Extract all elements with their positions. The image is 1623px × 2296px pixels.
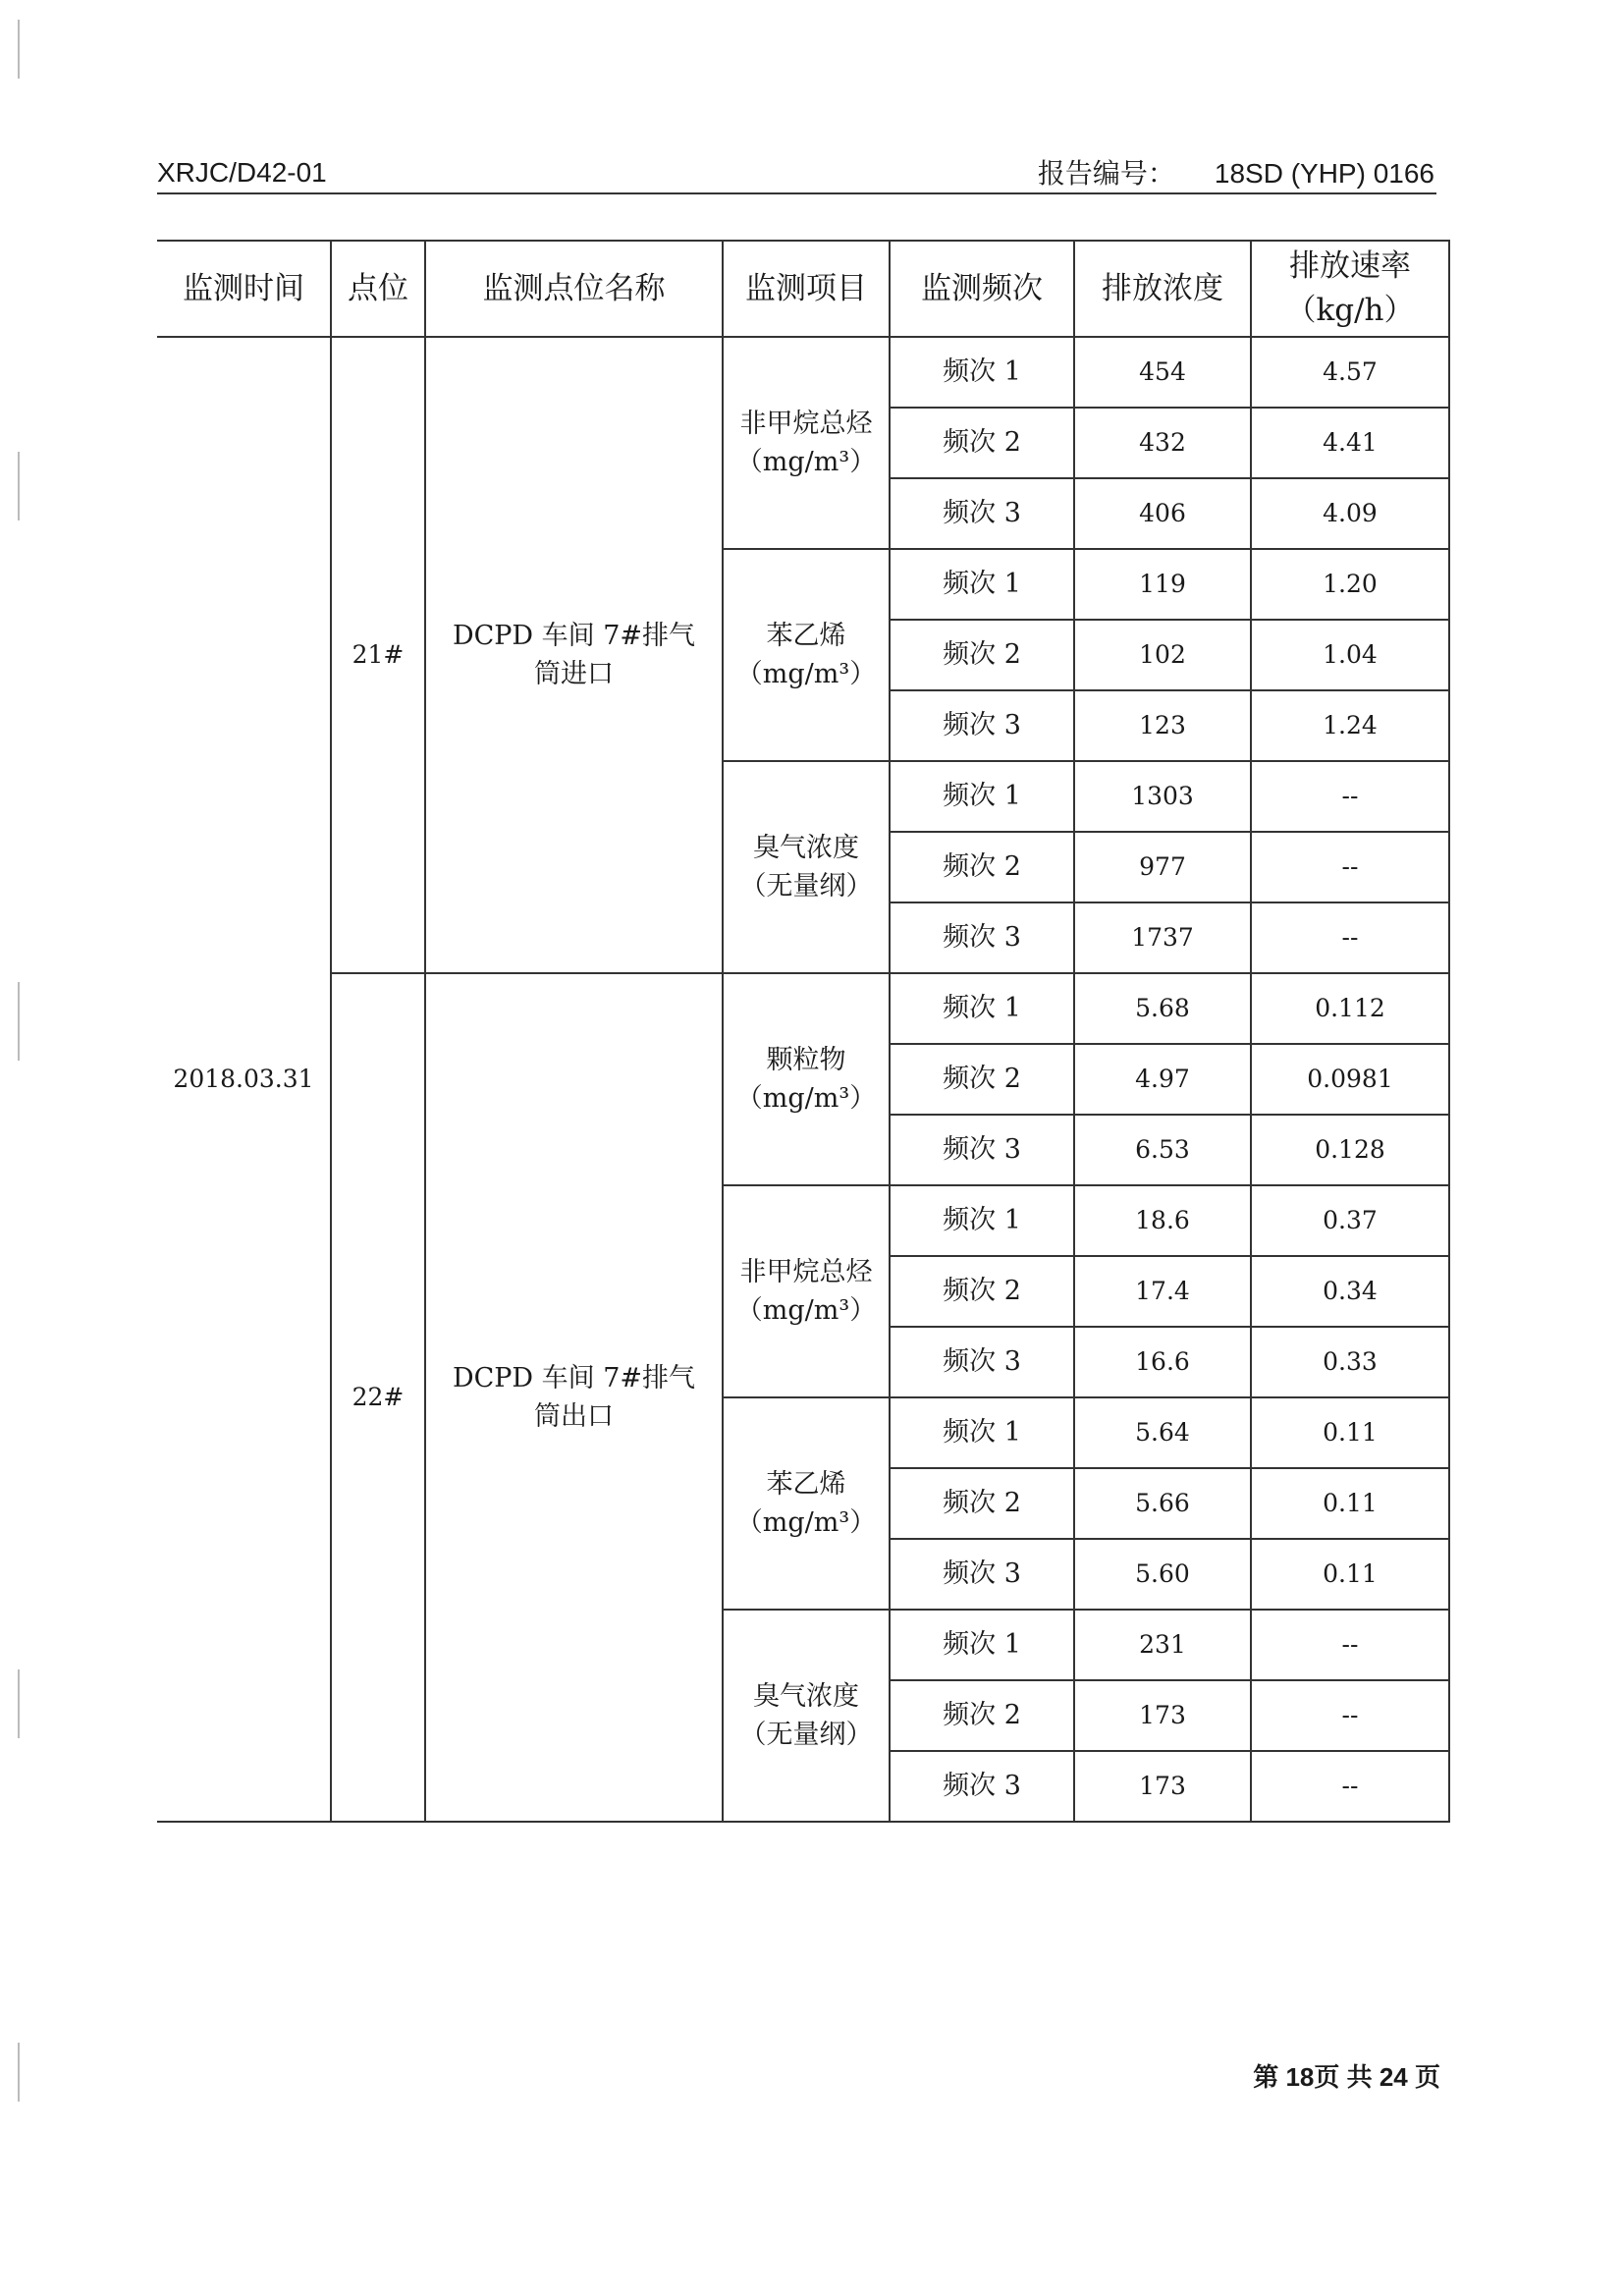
frequency-cell: 频次 1 bbox=[890, 1610, 1074, 1680]
frequency-cell: 频次 2 bbox=[890, 1468, 1074, 1539]
frequency-cell: 频次 3 bbox=[890, 690, 1074, 761]
emission-rate-cell: -- bbox=[1251, 832, 1449, 902]
concentration-cell: 1303 bbox=[1074, 761, 1251, 832]
emission-rate-cell: -- bbox=[1251, 761, 1449, 832]
monitoring-item: 臭气浓度 （无量纲） bbox=[723, 1610, 890, 1822]
column-header: 监测频次 bbox=[890, 241, 1074, 337]
emission-rate-cell: 4.09 bbox=[1251, 478, 1449, 549]
frequency-cell: 频次 3 bbox=[890, 1327, 1074, 1397]
emission-rate-cell: 0.34 bbox=[1251, 1256, 1449, 1327]
frequency-cell: 频次 3 bbox=[890, 1751, 1074, 1822]
emission-rate-cell: 4.57 bbox=[1251, 337, 1449, 408]
frequency-cell: 频次 2 bbox=[890, 832, 1074, 902]
report-number-value: 18SD (YHP) 0166 bbox=[1214, 158, 1434, 189]
form-code: XRJC/D42-01 bbox=[157, 157, 327, 188]
frequency-cell: 频次 3 bbox=[890, 1539, 1074, 1610]
emission-rate-cell: 0.11 bbox=[1251, 1539, 1449, 1610]
table-header-row bbox=[157, 241, 1449, 337]
emission-rate-cell: 0.11 bbox=[1251, 1397, 1449, 1468]
scan-margin-line bbox=[18, 982, 20, 1061]
point-id: 22# bbox=[331, 973, 425, 1822]
emission-rate-cell: 1.24 bbox=[1251, 690, 1449, 761]
emission-rate-cell: 1.20 bbox=[1251, 549, 1449, 620]
concentration-cell: 102 bbox=[1074, 620, 1251, 690]
scan-margin-line bbox=[18, 1669, 20, 1738]
monitoring-item: 非甲烷总烃 （mg/m³） bbox=[723, 337, 890, 549]
monitoring-item: 苯乙烯 （mg/m³） bbox=[723, 549, 890, 761]
frequency-cell: 频次 2 bbox=[890, 1044, 1074, 1115]
emission-rate-cell: -- bbox=[1251, 1680, 1449, 1751]
monitoring-item: 颗粒物 （mg/m³） bbox=[723, 973, 890, 1185]
emission-rate-cell: -- bbox=[1251, 902, 1449, 973]
concentration-cell: 406 bbox=[1074, 478, 1251, 549]
concentration-cell: 18.6 bbox=[1074, 1185, 1251, 1256]
concentration-cell: 6.53 bbox=[1074, 1115, 1251, 1185]
scan-margin-line bbox=[18, 20, 20, 79]
emission-rate-cell: 0.11 bbox=[1251, 1468, 1449, 1539]
emission-rate-cell: 1.04 bbox=[1251, 620, 1449, 690]
concentration-cell: 173 bbox=[1074, 1751, 1251, 1822]
scan-margin-line bbox=[18, 2043, 20, 2102]
table-row bbox=[157, 337, 1449, 408]
concentration-cell: 4.97 bbox=[1074, 1044, 1251, 1115]
frequency-cell: 频次 3 bbox=[890, 1115, 1074, 1185]
emission-rate-cell: 0.37 bbox=[1251, 1185, 1449, 1256]
page-number: 第 18页 共 24 页 bbox=[1253, 2062, 1440, 2092]
concentration-cell: 5.64 bbox=[1074, 1397, 1251, 1468]
frequency-cell: 频次 2 bbox=[890, 1256, 1074, 1327]
frequency-cell: 频次 1 bbox=[890, 1397, 1074, 1468]
concentration-cell: 5.60 bbox=[1074, 1539, 1251, 1610]
column-header: 监测时间 bbox=[157, 241, 331, 337]
monitoring-item: 苯乙烯 （mg/m³） bbox=[723, 1397, 890, 1610]
report-number bbox=[1038, 152, 1434, 191]
frequency-cell: 频次 2 bbox=[890, 1680, 1074, 1751]
column-header: 监测项目 bbox=[723, 241, 890, 337]
table-row bbox=[157, 973, 1449, 1044]
table-body bbox=[157, 337, 1449, 1822]
concentration-cell: 5.66 bbox=[1074, 1468, 1251, 1539]
frequency-cell: 频次 1 bbox=[890, 973, 1074, 1044]
column-header: 监测点位名称 bbox=[425, 241, 723, 337]
concentration-cell: 119 bbox=[1074, 549, 1251, 620]
monitoring-table bbox=[157, 240, 1450, 1823]
emission-rate-cell: 0.33 bbox=[1251, 1327, 1449, 1397]
frequency-cell: 频次 3 bbox=[890, 478, 1074, 549]
monitoring-item: 非甲烷总烃 （mg/m³） bbox=[723, 1185, 890, 1397]
concentration-cell: 1737 bbox=[1074, 902, 1251, 973]
emission-rate-cell: 0.0981 bbox=[1251, 1044, 1449, 1115]
frequency-cell: 频次 1 bbox=[890, 1185, 1074, 1256]
frequency-cell: 频次 2 bbox=[890, 408, 1074, 478]
point-name: DCPD 车间 7#排气筒出口 bbox=[425, 973, 723, 1822]
column-header: 排放浓度 bbox=[1074, 241, 1251, 337]
concentration-cell: 5.68 bbox=[1074, 973, 1251, 1044]
concentration-cell: 432 bbox=[1074, 408, 1251, 478]
frequency-cell: 频次 1 bbox=[890, 549, 1074, 620]
concentration-cell: 173 bbox=[1074, 1680, 1251, 1751]
concentration-cell: 454 bbox=[1074, 337, 1251, 408]
frequency-cell: 频次 3 bbox=[890, 902, 1074, 973]
concentration-cell: 977 bbox=[1074, 832, 1251, 902]
emission-rate-cell: 0.128 bbox=[1251, 1115, 1449, 1185]
scan-margin-line bbox=[18, 452, 20, 520]
point-name: DCPD 车间 7#排气筒进口 bbox=[425, 337, 723, 973]
column-header: 点位 bbox=[331, 241, 425, 337]
point-id: 21# bbox=[331, 337, 425, 973]
monitoring-date: 2018.03.31 bbox=[157, 337, 331, 1822]
concentration-cell: 231 bbox=[1074, 1610, 1251, 1680]
emission-rate-cell: 0.112 bbox=[1251, 973, 1449, 1044]
frequency-cell: 频次 1 bbox=[890, 337, 1074, 408]
concentration-cell: 16.6 bbox=[1074, 1327, 1251, 1397]
frequency-cell: 频次 1 bbox=[890, 761, 1074, 832]
frequency-cell: 频次 2 bbox=[890, 620, 1074, 690]
monitoring-item: 臭气浓度 （无量纲） bbox=[723, 761, 890, 973]
emission-rate-cell: 4.41 bbox=[1251, 408, 1449, 478]
concentration-cell: 17.4 bbox=[1074, 1256, 1251, 1327]
emission-rate-cell: -- bbox=[1251, 1751, 1449, 1822]
emission-rate-cell: -- bbox=[1251, 1610, 1449, 1680]
column-header: 排放速率 （kg/h） bbox=[1251, 241, 1449, 337]
concentration-cell: 123 bbox=[1074, 690, 1251, 761]
report-number-label: 报告编号： bbox=[1037, 158, 1175, 189]
header-rule bbox=[157, 192, 1436, 194]
